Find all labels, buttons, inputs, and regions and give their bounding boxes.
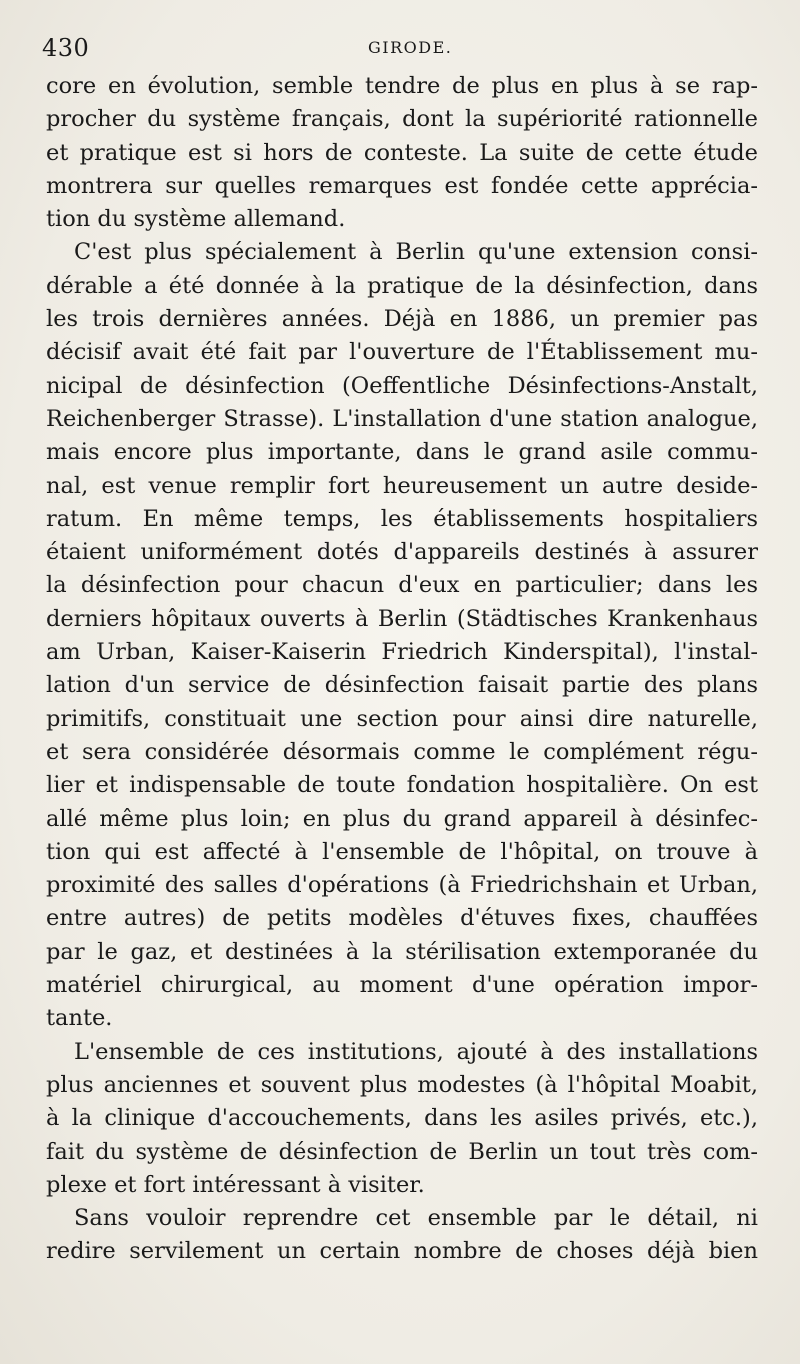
text-line: nicipal de désinfection (Oeffentliche Désinfections-Anstalt, [46, 372, 758, 399]
text-line: ratum. En même temps, les établissements hospitaliers [46, 505, 758, 532]
text-line: Reichenberger Strasse). L'installation d'une station analogue, [46, 405, 758, 432]
paragraph [46, 1036, 758, 1202]
text-line: nal, est venue remplir fort heureusement un autre deside- [46, 472, 758, 499]
text-line: tion du système allemand. [46, 206, 346, 233]
text-line: lier et indispensable de toute fondation hospitalière. On est [46, 772, 758, 799]
text-line: étaient uniformément dotés d'appareils destinés à assurer [46, 539, 758, 566]
text-line: tion qui est affecté à l'ensemble de l'hôpital, on trouve à [46, 838, 758, 865]
text-line: procher du système français, dont la supériorité rationnelle [46, 106, 758, 133]
text-line: à la clinique d'accouchements, dans les asiles privés, etc.), [46, 1105, 758, 1132]
text-line: am Urban, Kaiser-Kaiserin Friedrich Kinderspital), l'instal- [46, 639, 758, 666]
text-line: entre autres) de petits modèles d'étuves fixes, chauffées [46, 905, 758, 932]
body-text [46, 70, 758, 1269]
text-line: C'est plus spécialement à Berlin qu'une extension consi- [74, 239, 758, 266]
page-number: 430 [42, 34, 90, 62]
text-line: décisif avait été fait par l'ouverture de l'Établissement mu- [46, 339, 758, 366]
page-header [42, 34, 758, 64]
text-line: plexe et fort intéressant à visiter. [46, 1171, 425, 1198]
running-head: GIRODE. [368, 38, 453, 57]
paragraph [46, 1202, 758, 1269]
paragraph [46, 70, 758, 236]
text-line: Sans vouloir reprendre cet ensemble par le détail, ni [74, 1205, 758, 1232]
text-line: fait du système de désinfection de Berlin un tout très com- [46, 1138, 758, 1165]
paragraph [46, 236, 758, 1035]
text-line: primitifs, constituait une section pour ainsi dire naturelle, [46, 705, 758, 732]
text-line: la désinfection pour chacun d'eux en particulier; dans les [46, 572, 758, 599]
text-line: par le gaz, et destinées à la stérilisation extemporanée du [46, 938, 758, 965]
text-line: montrera sur quelles remarques est fondée cette apprécia- [46, 172, 758, 199]
text-line: matériel chirurgical, au moment d'une opération impor- [46, 972, 758, 999]
text-line: et pratique est si hors de conteste. La suite de cette étude [46, 139, 758, 166]
text-line: allé même plus loin; en plus du grand appareil à désinfec- [46, 805, 758, 832]
text-line: proximité des salles d'opérations (à Friedrichshain et Urban, [46, 872, 758, 899]
text-line: et sera considérée désormais comme le complément régu- [46, 738, 758, 765]
text-line: les trois dernières années. Déjà en 1886, un premier pas [46, 306, 758, 333]
text-line: tante. [46, 1005, 113, 1032]
text-line: core en évolution, semble tendre de plus en plus à se rap- [46, 73, 758, 99]
text-line: dérable a été donnée à la pratique de la désinfection, dans [46, 272, 758, 299]
text-line: redire servilement un certain nombre de choses déjà bien [46, 1238, 758, 1265]
text-line: plus anciennes et souvent plus modestes (à l'hôpital Moabit, [46, 1071, 758, 1098]
text-line: L'ensemble de ces institutions, ajouté à des installations [74, 1038, 758, 1065]
text-line: mais encore plus importante, dans le grand asile commu- [46, 439, 758, 466]
text-line: derniers hôpitaux ouverts à Berlin (Städtisches Krankenhaus [46, 605, 758, 632]
text-line: lation d'un service de désinfection faisait partie des plans [46, 672, 758, 699]
